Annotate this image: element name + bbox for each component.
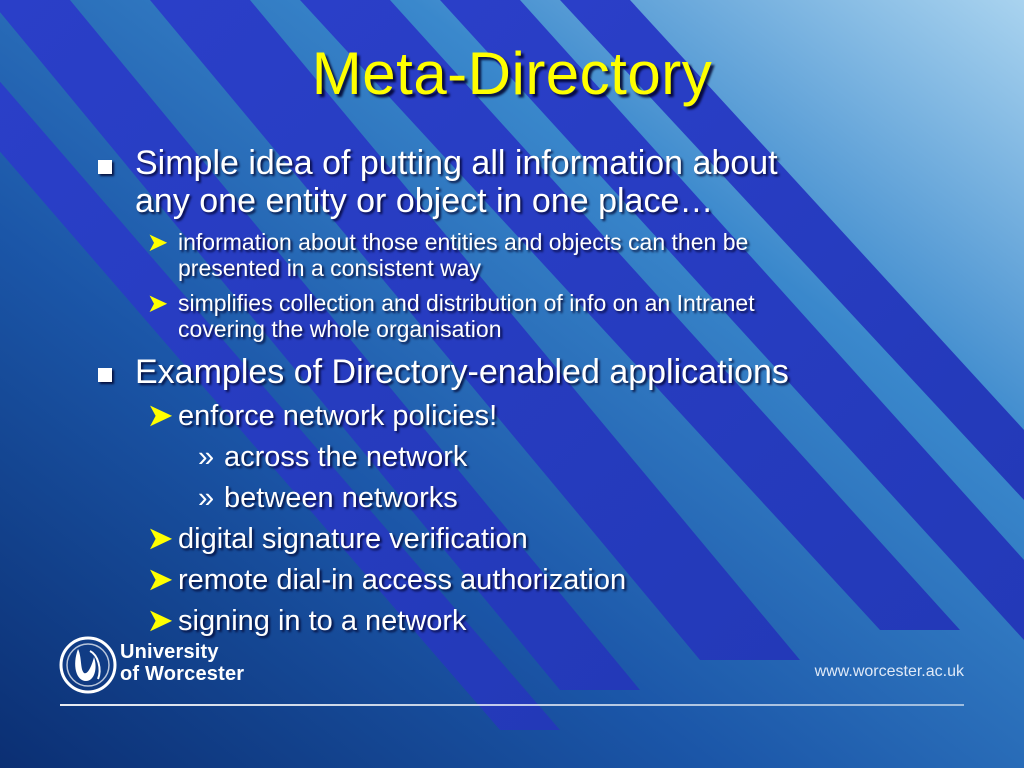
bullet-2-sub-1-item-1: across the network (224, 441, 468, 473)
bullet-2-sub-1: enforce network policies! (178, 400, 498, 432)
university-logo-text (120, 641, 244, 685)
bullet-1-sub-1-line-2: presented in a consistent way (178, 255, 482, 281)
bullet-2-sub-1-item-2: between networks (224, 482, 458, 514)
arrow-bullet-icon: ➤ (148, 290, 168, 316)
arrow-bullet-icon: ➤ (148, 523, 173, 555)
arrow-bullet-icon: ➤ (148, 229, 168, 255)
bullet-2-sub-2: digital signature verification (178, 523, 528, 555)
bullet-1-sub-1-line-1: information about those entities and objects can then be (178, 229, 749, 255)
arrow-bullet-icon: ➤ (148, 564, 173, 596)
bullet-1-sub-2-line-2: covering the whole organisation (178, 316, 502, 342)
raquo-bullet-icon: » (198, 441, 215, 473)
bullet-1-line-2: any one entity or object in one place… (135, 182, 714, 220)
bullet-1-line-1: Simple idea of putting all information about (135, 144, 778, 182)
square-bullet-icon (98, 368, 112, 382)
bullet-2-sub-4: signing in to a network (178, 605, 467, 637)
arrow-bullet-icon: ➤ (148, 400, 173, 432)
website-url: www.worcester.ac.uk (814, 663, 964, 680)
bullet-2-sub-3: remote dial-in access authorization (178, 564, 627, 596)
slide-title: Meta-Directory (311, 40, 713, 107)
logo-line-2: of Worcester (120, 663, 245, 685)
footer-divider (60, 704, 964, 706)
square-bullet-icon (98, 160, 112, 174)
bullet-2-line-1: Examples of Directory-enabled applications (135, 353, 789, 391)
raquo-bullet-icon: » (198, 482, 215, 514)
logo-line-1: University (120, 641, 219, 663)
arrow-bullet-icon: ➤ (148, 605, 173, 637)
bullet-1-sub-2-line-1: simplifies collection and distribution of info on an Intranet (178, 290, 755, 316)
